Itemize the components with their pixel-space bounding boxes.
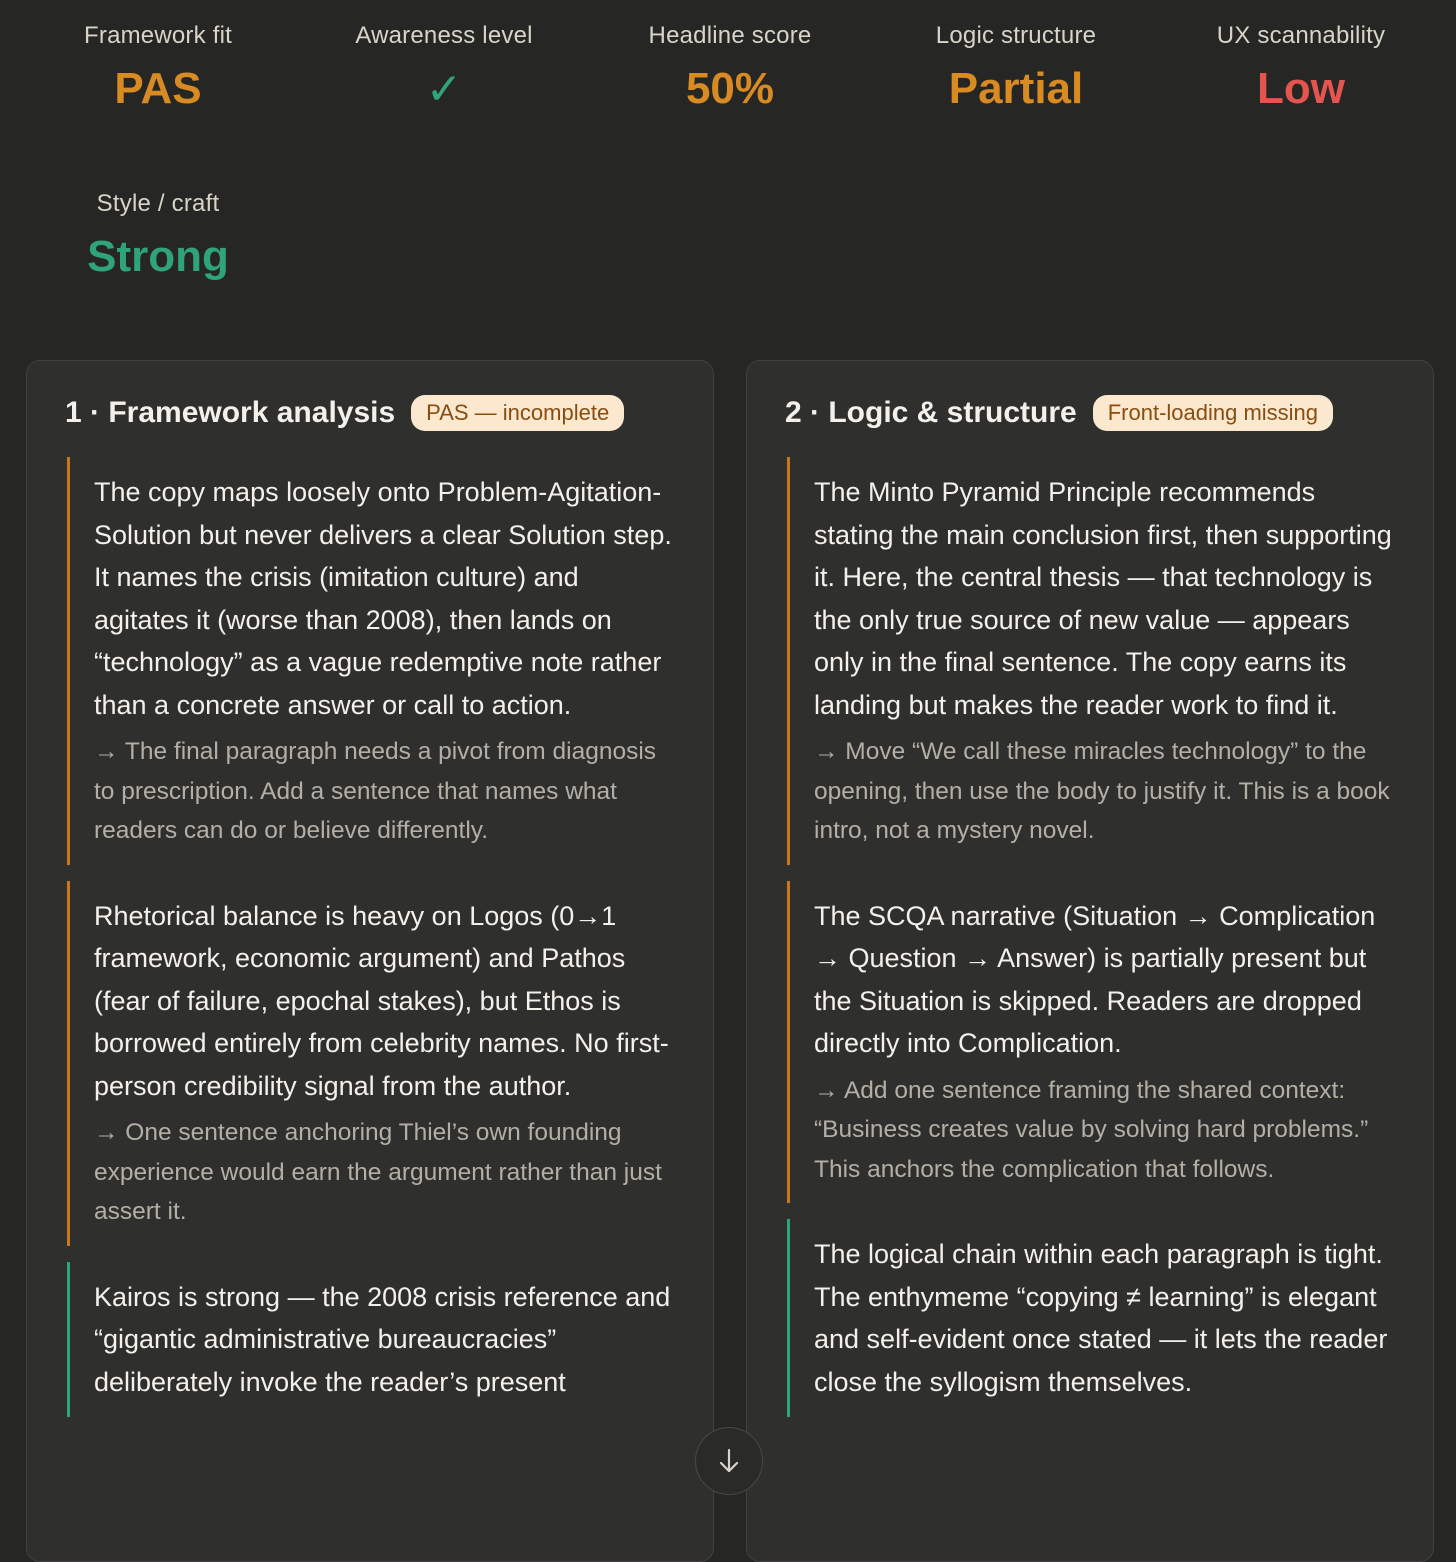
finding-text: The copy maps loosely onto Problem-Agitation-Solution but never delivers a clear Solution step. It names the crisis (imitation culture) and agitates it (worse than 2008), then lands on “technology” as a vague redemptive note rather than a concrete answer or call to action. [94,477,672,720]
finding-suggestion: → Add one sentence framing the shared context: “Business creates value by solving hard problems.” This anchors the complication that follows. [814,1076,1369,1183]
metric-style-craft [8,190,308,282]
finding-text: The logical chain within each paragraph is tight. The enthymeme “copying ≠ learning” is elegant and self-evident once stated — it lets the reader close the syllogism themselves. [814,1239,1388,1397]
metric-label: Framework fit [84,22,232,49]
finding-text: Rhetorical balance is heavy on Logos (0→1 framework, economic argument) and Pathos (fear of failure, epochal stakes), but Ethos is borrowed entirely from celebrity names. No first-person credibility signal from the author. [94,900,669,1101]
scroll-down-button[interactable] [695,1427,763,1495]
metric-label: UX scannability [1216,22,1386,49]
metric-headline-score [580,22,880,114]
card-title: 1 · Framework analysis [65,396,396,429]
metric-value: Low [1257,64,1345,113]
logic-structure-card [746,360,1434,1562]
metric-label: Headline score [648,22,812,49]
metric-value: Partial [948,64,1084,113]
finding-text: The Minto Pyramid Principle recommends stating the main conclusion first, then supporting it. Here, the central thesis — that technology is the only true source of new value — appears only in the final sentence. The copy earns its landing but makes the reader work to find it. [814,477,1392,720]
card-header [785,395,1333,431]
check-icon: ✓ [425,65,463,114]
finding-suggestion: → One sentence anchoring Thiel’s own founding experience would earn the argument rather than just assert it. [94,1119,662,1225]
finding-item [67,881,677,1246]
finding-item [67,1262,677,1418]
finding-item [787,457,1397,865]
metric-label: Awareness level [355,22,533,49]
metric-value: PAS [114,64,202,113]
status-badge: PAS — incomplete [411,395,624,431]
metric-label: Style / craft [96,190,220,217]
metric-awareness-level [294,22,594,115]
card-title: 2 · Logic & structure [785,396,1077,429]
finding-text: Kairos is strong — the 2008 crisis reference and “gigantic administrative bureaucracies” deliberately invoke the reader’s present [94,1281,671,1397]
finding-text: The SCQA narrative (Situation → Complication → Question → Answer) is partially present but the Situation is skipped. Readers are dropped directly into Complication. [814,900,1376,1058]
card-header [65,395,624,431]
metric-ux-scannability [1151,22,1451,114]
status-badge: Front-loading missing [1093,395,1333,431]
finding-item [67,457,677,865]
finding-item [787,1219,1397,1417]
metric-label: Logic structure [935,22,1097,49]
metric-framework-fit [8,22,308,114]
finding-suggestion: → Move “We call these miracles technology” to the opening, then use the body to justify it. This is a book intro, not a mystery novel. [814,738,1390,844]
finding-item [787,881,1397,1204]
finding-list [67,457,677,1433]
finding-suggestion: → The final paragraph needs a pivot from diagnosis to prescription. Add a sentence that names what readers can do or believe differently. [94,738,657,844]
arrow-down-icon [714,1446,744,1476]
framework-analysis-card [26,360,714,1562]
metric-value: 50% [685,64,775,113]
finding-list [787,457,1397,1433]
metric-value: Strong [87,232,229,281]
metric-logic-structure [866,22,1166,114]
